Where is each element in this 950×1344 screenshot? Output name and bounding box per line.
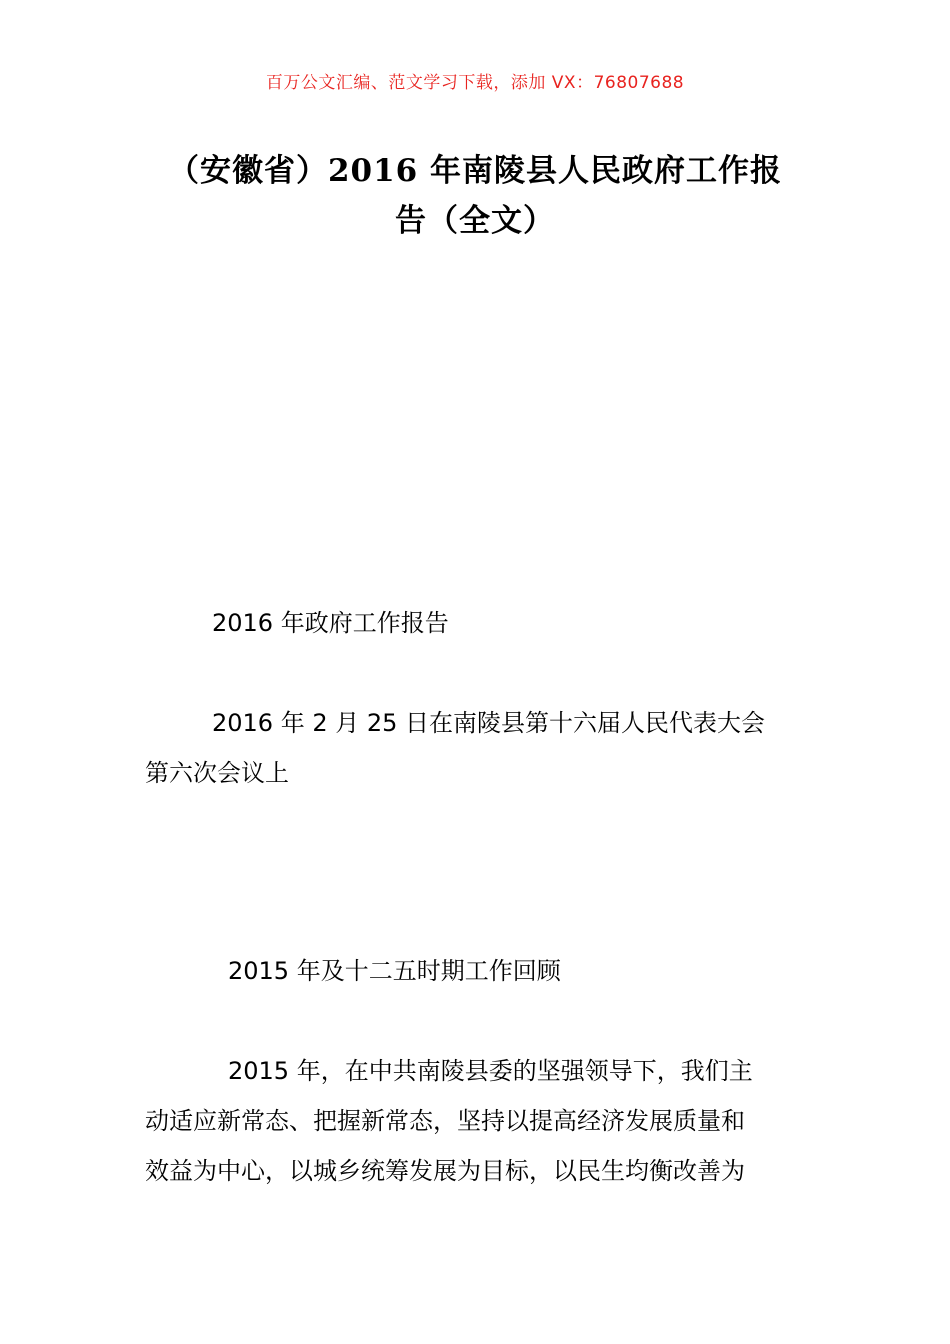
body-paragraph-line-2: 动适应新常态、把握新常态，坚持以提高经济发展质量和 (145, 1107, 745, 1135)
document-title-line-1: （安徽省）2016 年南陵县人民政府工作报 (167, 153, 783, 189)
document-title-line-2: 告（全文） (395, 203, 555, 239)
report-heading: 2016 年政府工作报告 (212, 609, 449, 637)
meeting-info-line-1: 2016 年 2 月 25 日在南陵县第十六届人民代表大会 (212, 709, 766, 737)
body-paragraph-line-3: 效益为中心，以城乡统筹发展为目标，以民生均衡改善为 (145, 1157, 745, 1185)
meeting-info-line-2: 第六次会议上 (145, 759, 289, 787)
section-heading: 2015 年及十二五时期工作回顾 (228, 957, 561, 985)
body-paragraph-line-1: 2015 年，在中共南陵县委的坚强领导下，我们主 (228, 1057, 753, 1085)
watermark-header: 百万公文汇编、范文学习下载，添加 VX：76807688 (265, 73, 685, 93)
